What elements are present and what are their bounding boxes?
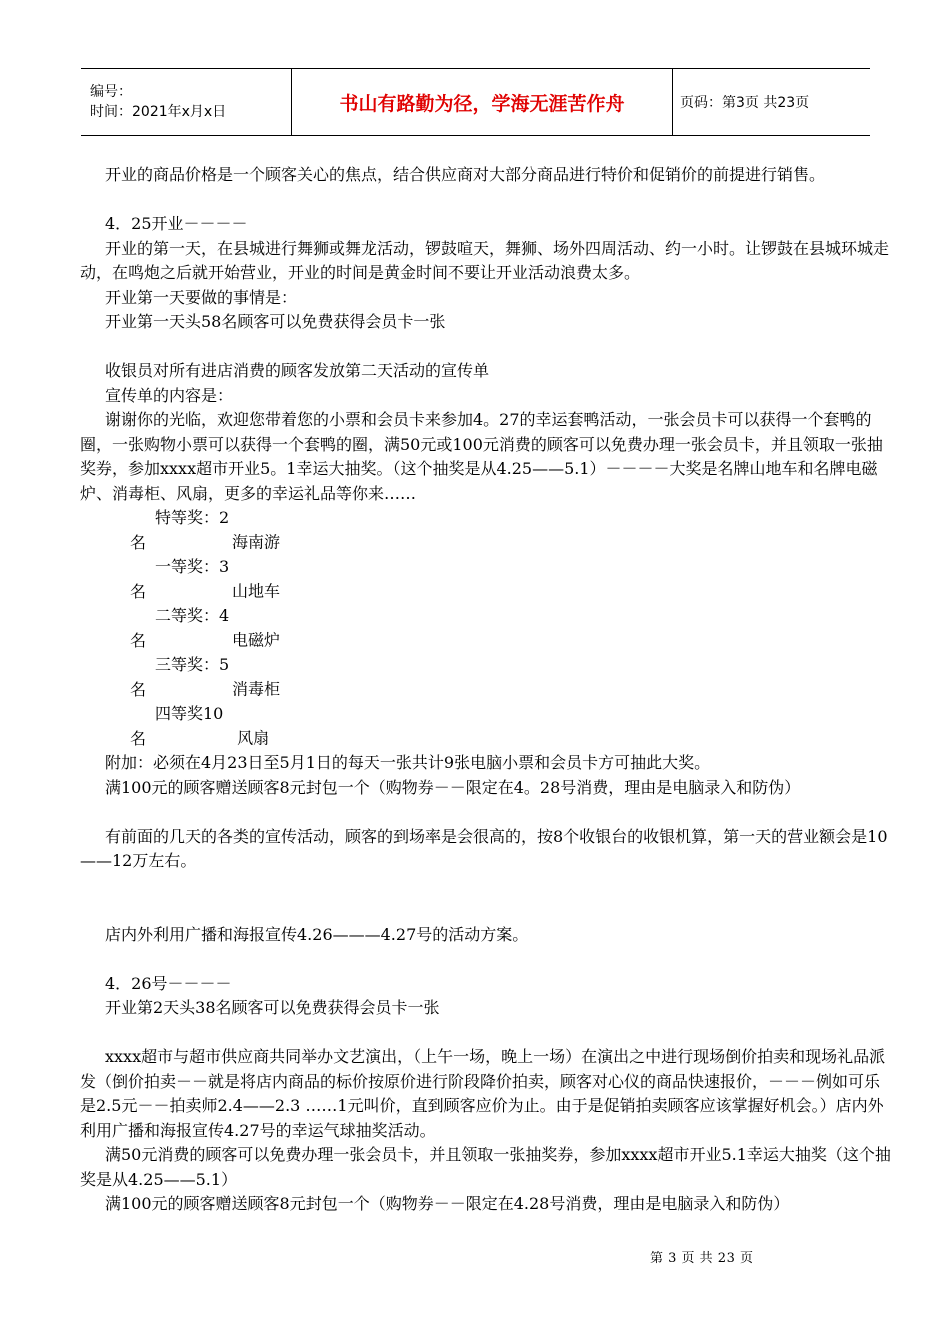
section-heading: 4．25开业－－－－: [105, 214, 248, 233]
prize-rank: 三等奖：5名: [130, 655, 230, 699]
paragraph: 谢谢你的光临，欢迎您带着您的小票和会员卡来参加4。27的幸运套鸭活动，一张会员卡可以获得一个套鸭的圈，一张购物小票可以获得一个套鸭的圈，满50元或100元消费的顾客可以免费办理一张会员卡，并且领取一张抽奖券，参加xxxx超市开业5。1幸运大抽奖。（这个抽奖是从4.25——5.1）－－－－大奖是名牌山地车和名牌电磁炉、消毒柜、风扇，更多的幸运礼品等你来……: [80, 410, 883, 503]
prize-reward: 电磁炉: [232, 630, 281, 650]
prize-reward: 风扇: [232, 728, 270, 748]
prize-reward: 山地车: [232, 581, 281, 601]
paragraph: 满100元的顾客赠送顾客8元封包一个（购物券－－限定在4。28号消费，理由是电脑录入和防伪）: [105, 777, 801, 797]
prize-rank: 特等奖：2名: [130, 508, 230, 552]
prize-item: [80, 653, 895, 702]
paragraph: 开业第一天要做的事情是：: [105, 287, 298, 307]
prize-reward: 消毒柜: [232, 679, 281, 699]
prize-item: [80, 604, 895, 653]
paragraph: 开业的商品价格是一个顾客关心的焦点，结合供应商对大部分商品进行特价和促销价的前提进行销售。: [105, 165, 826, 184]
prize-item: [80, 555, 895, 604]
header-page-number: 页码：第3页 共23页: [673, 69, 871, 136]
header-motto: 书山有路勤为径，学海无涯苦作舟: [292, 69, 673, 136]
paragraph: 开业的第一天，在县城进行舞狮或舞龙活动，锣鼓喧天，舞狮、场外四周活动、约一小时。让锣鼓在县城环城走动，在鸣炮之后就开始营业，开业的时间是黄金时间不要让开业活动浪费太多。: [80, 238, 890, 282]
paragraph: 有前面的几天的各类的宣传活动，顾客的到场率是会很高的，按8个收银台的收银机算，第一天的营业额会是10——12万左右。: [80, 826, 888, 870]
paragraph: 满100元的顾客赠送顾客8元封包一个（购物券－－限定在4.28号消费，理由是电脑录入和防伪）: [105, 1194, 790, 1213]
prize-list: [80, 506, 895, 751]
prize-reward: 海南游: [232, 532, 281, 552]
paragraph: 开业第一天头58名顾客可以免费获得会员卡一张: [105, 312, 446, 331]
page-footer: 第 3 页 共 23 页: [650, 1251, 754, 1266]
header-meta: [81, 69, 292, 136]
prize-item: [80, 702, 895, 751]
prize-rank: 一等奖：3名: [130, 557, 230, 601]
paragraph: 宣传单的内容是：: [105, 385, 234, 405]
page-header: [81, 68, 870, 136]
paragraph: 满50元消费的顾客可以免费办理一张会员卡，并且领取一张抽奖券，参加xxxx超市开业5.1幸运大抽奖（这个抽奖是从4.25——5.1）: [80, 1145, 891, 1189]
paragraph: 收银员对所有进店消费的顾客发放第二天活动的宣传单: [105, 361, 490, 380]
paragraph: 开业第2天头38名顾客可以免费获得会员卡一张: [105, 998, 440, 1017]
section-heading: 4．26号－－－－: [105, 973, 232, 993]
paragraph: xxxx超市与超市供应商共同举办文艺演出，（上午一场，晚上一场）在演出之中进行现场倒价拍卖和现场礼品派发（倒价拍卖－－就是将店内商品的标价按原价进行阶段降价拍卖，顾客对心仪的商品快速报价，－－－例如可乐是2.5元－－拍卖师2.4——2.3 ……1元叫价，直到顾客应价为止。由于是促销拍卖顾客应该掌握好机会。）店内外利用广播和海报宣传4.27号的幸运气球抽奖活动。: [80, 1047, 886, 1140]
paragraph: 店内外利用广播和海报宣传4.26———4.27号的活动方案。: [105, 924, 529, 944]
prize-rank: 二等奖：4名: [130, 606, 230, 650]
document-date: 时间：2021年x月x日: [90, 104, 227, 120]
prize-item: [80, 506, 895, 555]
document-body: [80, 163, 895, 1217]
paragraph: 附加：必须在4月23日至5月1日的每天一张共计9张电脑小票和会员卡方可抽此大奖。: [105, 753, 711, 772]
document-number: 编号：: [90, 84, 132, 100]
prize-rank: 四等奖10名: [130, 704, 224, 748]
